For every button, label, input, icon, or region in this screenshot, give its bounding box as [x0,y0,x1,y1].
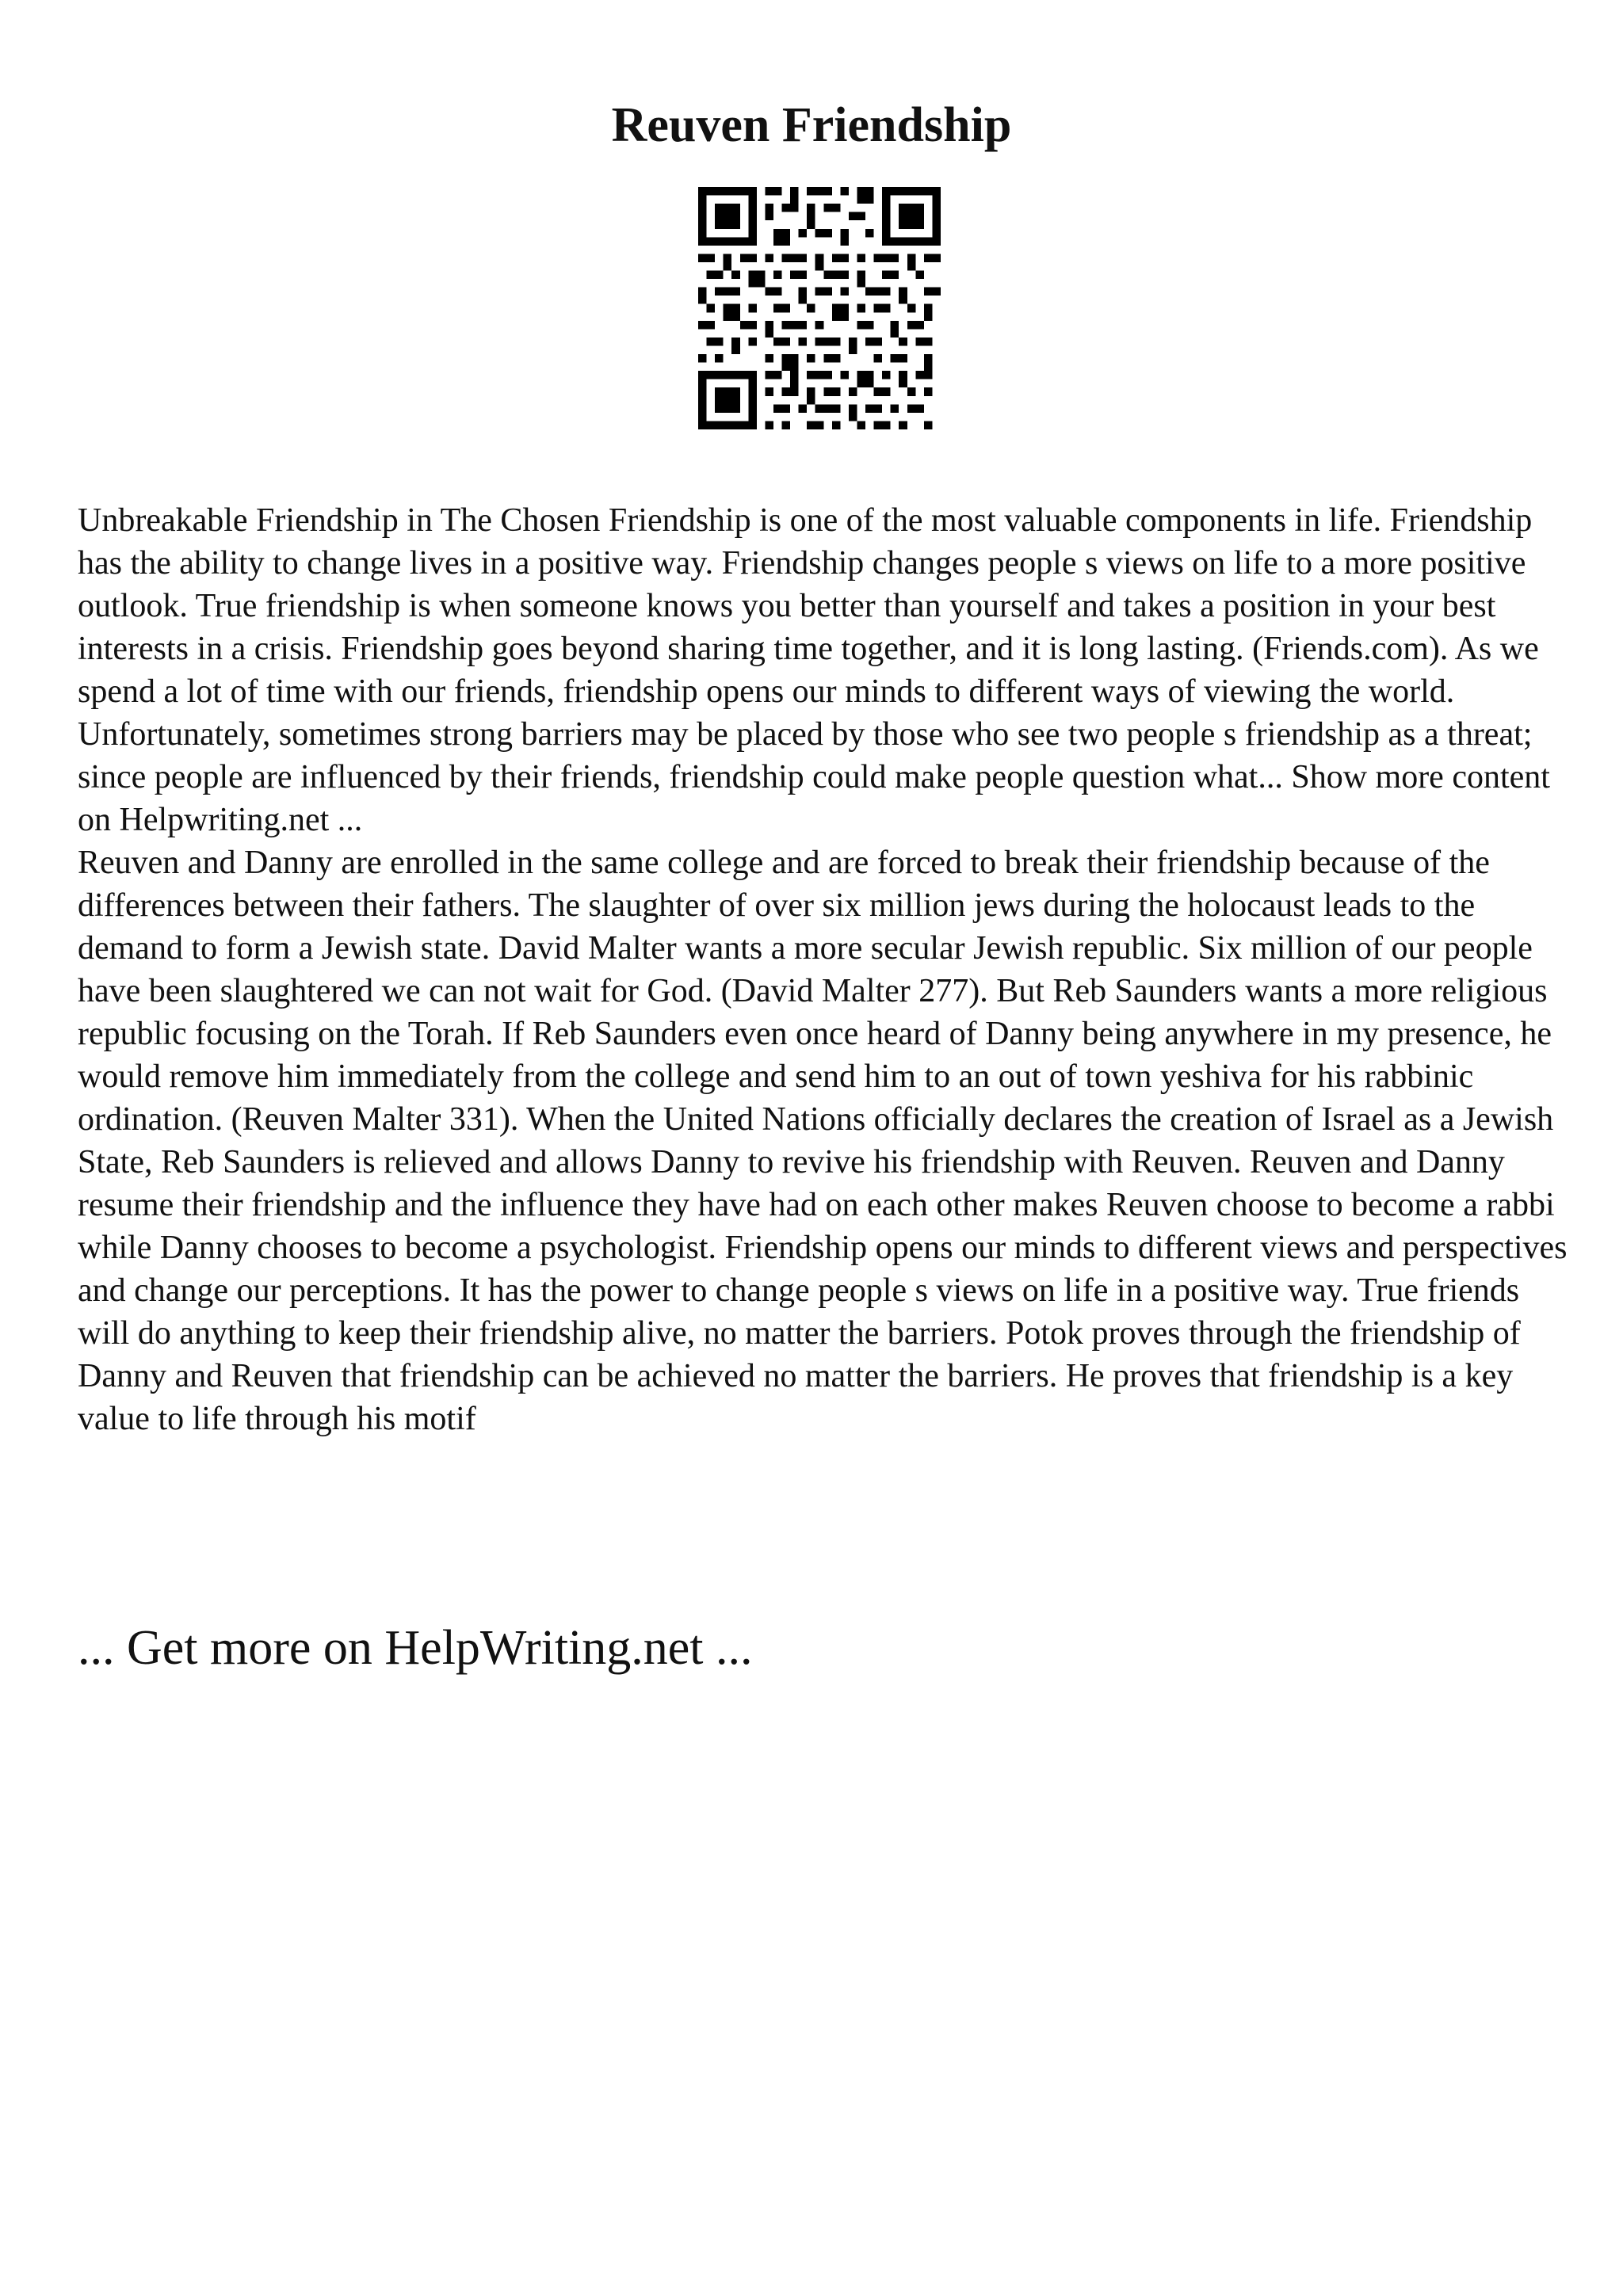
article-body [78,499,1575,1440]
get-more-link[interactable]: ... Get more on HelpWriting.net ... [78,1621,753,1675]
page-title: Reuven Friendship [611,98,1012,152]
paragraph-2: Reuven and Danny are enrolled in the same college and are forced to break their friendship because of the differences between their fathers. The slaughter of over six million jews during the holocaust leads to the demand to form a Jewish state. David Malter wants a more secular Jewish republic. Six million of our people have been slaughtered we can not wait for God. (David Malter 277). But Reb Saunders wants a more religious republic focusing on the Torah. If Reb Saunders even once heard of Danny being anywhere in my presence, he would remove him immediately from the college and send him to an out of town yeshiva for his rabbinic ordination. (Reuven Malter 331). When the United Nations officially declares the creation of Israel as a Jewish State, Reb Saunders is relieved and allows Danny to revive his friendship with Reuven. Reuven and Danny resume their friendship and the influence they have had on each other makes Reuven choose to become a rabbi while Danny chooses to become a psychologist. Friendship opens our minds to different views and perspectives and change our perceptions. It has the power to change people s views on life in a positive way. True friends will do anything to keep their friendship alive, no matter the barriers. Potok proves through the friendship of Danny and Reuven that friendship can be achieved no matter the barriers. He proves that friendship is a key value to life through his motif [78,845,1568,1437]
qr-code-icon [698,187,941,429]
paragraph-1: Unbreakable Friendship in The Chosen Friendship is one of the most valuable components in life. Friendship has the ability to change lives in a positive way. Friendship changes people s views on life to a more positive outlook. True friendship is when someone knows you better than yourself and takes a position in your best interests in a crisis. Friendship goes beyond sharing time together, and it is long lasting. (Friends.com). As we spend a lot of time with our friends, friendship opens our minds to different ways of viewing the world. Unfortunately, sometimes strong barriers may be placed by those who see two people s friendship as a threat; since people are influenced by their friends, friendship could make people question what... Show more content on Helpwriting.net ... [78,502,1550,838]
